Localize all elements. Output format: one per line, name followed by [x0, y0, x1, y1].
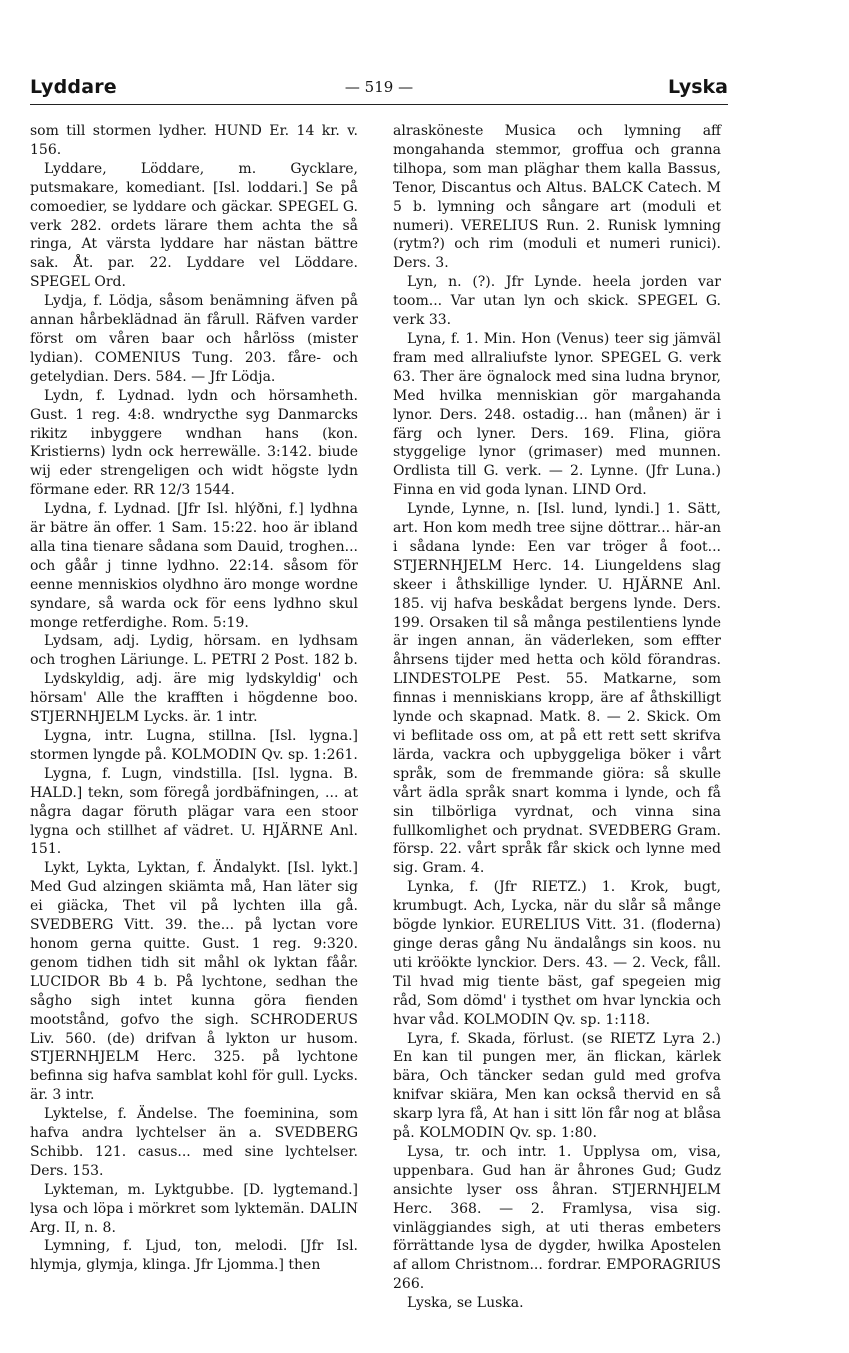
dictionary-entry: Lyna, f. 1. Min. Hon (Venus) teer sig jämväl fram med allraliufste lynor. SPEGEL G. verk 63. Ther äre ögnalock med sina ludna brynor, Med hvilka menniskian gör margahanda lynor. Ders. 248. ostadig... han (månen) är i färg och lyner. Ders. 169. Flina, giöra styggelige lynor (grimaser) med munnen. Ordlista till G. verk. — 2. Lynne. (Jfr Luna.) Finna en vid goda lynan. LIND Ord.: [393, 330, 721, 499]
header-first-entry: Lyddare: [30, 76, 117, 98]
dictionary-entry: Lydn, f. Lydnad. lydn och hörsamheth. Gust. 1 reg. 4:8. wndrycthe syg Danmarcks rikitz inbyggere wndhan hans (kon. Kristierns) lydn ock herrewälle. 3:142. biude wij eder strengeligen och widt högste lydn förmane eder. RR 12/3 1544.: [30, 387, 358, 499]
dictionary-entry: Lyska, se Luska.: [407, 1295, 524, 1312]
dictionary-entry: Lynde, Lynne, n. [Isl. lund, lyndi.] 1. Sätt, art. Hon kom medh tree sijne döttrar... här-an i sådana lynde: Een var tröger å foot... STJERNHJELM Herc. 14. Liungeldens slag skeer i åthskillige lynder. U. HJÄRNE Anl. 185. vij hafva beskådat bergens lynde. Ders. 199. Orsaken til så många pestilentiens lynde är ingen annan, än väderleken, som effter åhrsens tijder med hetta och köld förandras. LINDESTOLPE Pest. 55. Matkarne, som finnas i menniskians kropp, äre af åthskilligt lynde och skapnad. Matk. 8. — 2. Skick. Om vi beflitade oss om, at på ett rett sett skrifva lärda, vackra och upbyggeliga böker i vårt språk, som de fremmande giöra: så skulle vårt ädla språk snart komma i lynde, och få sin tilbörliga vyrdnat, och vinna sina fullkomlighet och prydnat. SVEDBERG Gram. försp. 22. vårt språk får skick och lynne med sig. Gram. 4.: [393, 501, 721, 877]
dictionary-entry: Lymning, f. Ljud, ton, melodi. [Jfr Isl. hlymja, glymja, klinga. Jfr Ljomma.] then: [30, 1238, 358, 1274]
dictionary-entry: Lygna, intr. Lugna, stillna. [Isl. lygna.] stormen lyngde på. KOLMODIN Qv. sp. 1:261.: [30, 728, 358, 763]
dictionary-entry: Lyktelse, f. Ändelse. The foeminina, som hafva andra lychtelser än a. SVEDBERG Schibb. 121. casus... med sine lychtelser. Ders. 153.: [30, 1106, 358, 1179]
dictionary-entry: Lynka, f. (Jfr RIETZ.) 1. Krok, bugt, krumbugt. Ach, Lycka, när du slår så månge bögde lynkior. EURELIUS Vitt. 31. (floderna) ginge deras gång Nu ändalångs sin koos. nu uti kröökte lynckior. Ders. 43. — 2. Veck, fåll. Til hvad mig tiente bäst, gaf spegeien mig råd, Som dömd' i tysthet om hvar lynckia och hvar våd. KOLMODIN Qv. sp. 1:118.: [393, 879, 721, 1028]
dictionary-entry: Lydskyldig, adj. äre mig lydskyldig' och hörsam' Alle the krafften i högdenne boo. STJERNHJELM Lycks. är. 1 intr.: [30, 671, 358, 726]
dictionary-entry: Lydja, f. Lödja, såsom benämning äfven på annan hårbeklädnad än fårull. Räfven varder först om våren baar och hårlöss (mister lydian). COMENIUS Tung. 203. fåre- och getelydian. Ders. 584. — Jfr Lödja.: [30, 293, 358, 385]
dictionary-entry: som till stormen lydher. HUND Er. 14 kr. v. 156.: [30, 123, 358, 158]
dictionary-entry: Lydna, f. Lydnad. [Jfr Isl. hlýðni, f.] lydhna är bätre än offer. 1 Sam. 15:22. hoo är ibland alla tina tienare sådana som Dauid, troghen... och gåår j tinne lydhno. 22:14. såsom för eenne menniskios olydhno äro monge wordne syndare, så warda ock för eens lydhno skul monge retferdighe. Rom. 5:19.: [30, 501, 358, 631]
dictionary-entry: Lysa, tr. och intr. 1. Upplysa om, visa, uppenbara. Gud han är åhrones Gud; Gudz ansichte lyser oss åhran. STJERNHJELM Herc. 368. — 2. Framlysa, visa sig. vinläggiandes sigh, at uti theras embeters förrättande lysa de dygder, hwilka Apostelen af allom Christnom... fordrar. EMPORAGRIUS 266.: [393, 1143, 721, 1293]
header-last-entry: Lyska: [668, 76, 728, 98]
running-header: [30, 74, 728, 105]
dictionary-entry: alrasköneste Musica och lymning aff mongahanda stemmor, groffua och granna tilhopa, som man pläghar them kalla Bassus, Tenor, Discantus och Altus. BALCK Catech. M 5 b. lymning och sångare art (moduli et numeri). VERELIUS Run. 2. Runisk lymning (rytm?) och rim (moduli et numeri runici). Ders. 3.: [393, 123, 721, 272]
dictionary-entry: Lyddare, Löddare, m. Gycklare, putsmakare, komediant. [Isl. loddari.] Se på comoedier, se lyddare och gäckar. SPEGEL G. verk 282. ordets lärare them achta the så ringa, At värsta lyddare har nästan bättre sak. Åt. par. 22. Lyddare vel Löddare. SPEGEL Ord.: [30, 160, 358, 291]
dictionary-entry: Lydsam, adj. Lydig, hörsam. en lydhsam och troghen Läriunge. L. PETRI 2 Post. 182 b.: [30, 633, 358, 669]
dictionary-entry: Lykteman, m. Lyktgubbe. [D. lygtemand.] lysa och löpa i mörkret som lyktemän. DALIN Arg. II, n. 8.: [30, 1181, 358, 1236]
left-column: [30, 122, 358, 1275]
dictionary-entry: Lyn, n. (?). Jfr Lynde. heela jorden var toom... Var utan lyn och skick. SPEGEL G. verk 33.: [393, 274, 721, 329]
page-number: — 519 —: [344, 78, 414, 96]
right-column: [393, 122, 721, 1313]
dictionary-entry: Lygna, f. Lugn, vindstilla. [Isl. lygna. B. HALD.] tekn, som föregå jordbäfningen, ... at några dagar föruth plägar vara een stoor lygna och stillhet af vädret. U. HJÄRNE Anl. 151.: [30, 765, 358, 858]
dictionary-entry: Lykt, Lykta, Lyktan, f. Ändalykt. [Isl. lykt.] Med Gud alzingen skiämta må, Han läter sig ei giäcka, Thet vil på lychten illa gå. SVEDBERG Vitt. 39. the... på lyctan vore honom gerna quitte. Gust. 1 reg. 9:320. genom tidhen tidh sit måhl ok lyktan fåår. LUCIDOR Bb 4 b. På lychtone, sedhan the sågho sigh intet kunna göra fienden mootstånd, gofvo the sigh. SCHRODERUS Liv. 560. (de) drifvan å lykton ur husom. STJERNHJELM Herc. 325. på lychtone befinna sig hafva samblat kohl för gull. Lycks. är. 3 intr.: [30, 860, 358, 1104]
dictionary-entry: Lyra, f. Skada, förlust. (se RIETZ Lyra 2.) En kan til pungen mer, än flickan, kärlek bära, Och täncker sedan guld med grofva knifvar skiära, Men kan också thervid en så skarp lyra få, At han i sitt lön får nog at blåsa på. KOLMODIN Qv. sp. 1:80.: [393, 1030, 721, 1142]
